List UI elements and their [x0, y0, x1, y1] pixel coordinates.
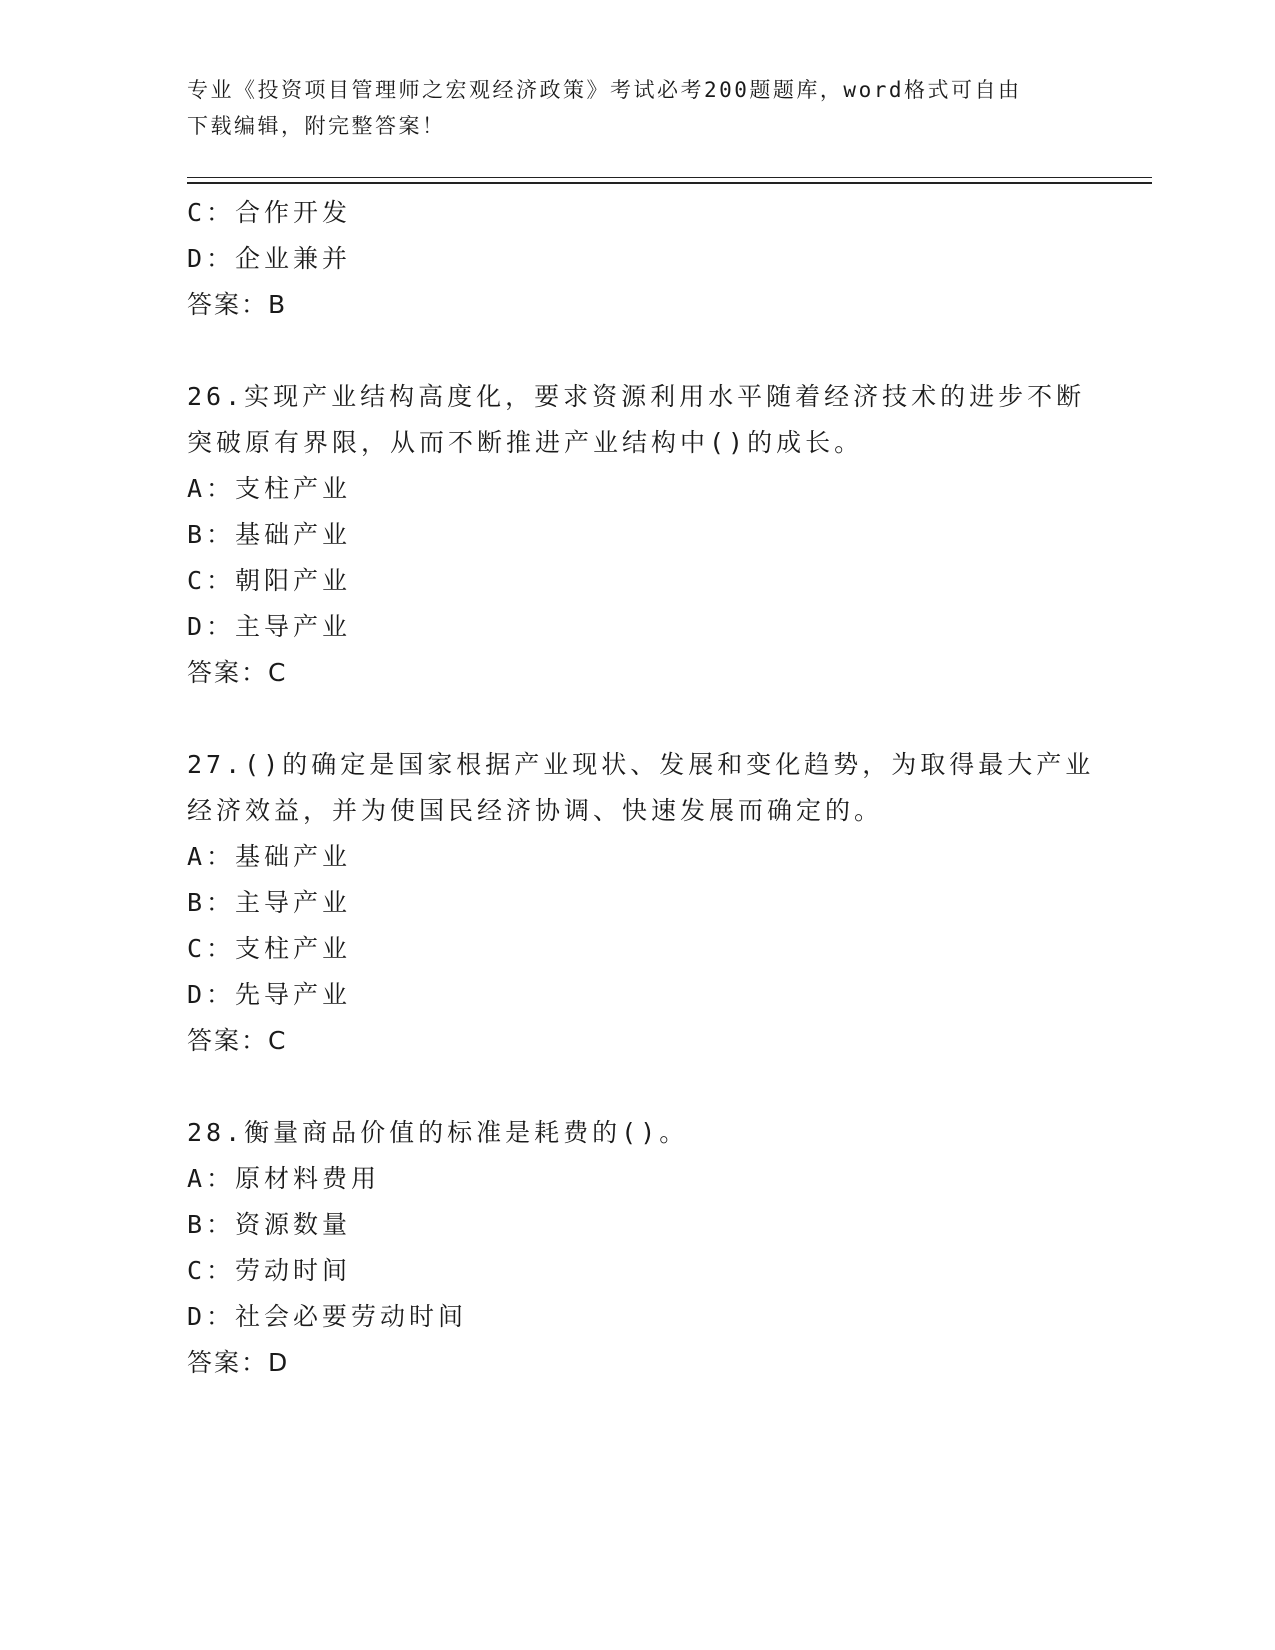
- header-title-line-1: 专业《投资项目管理师之宏观经济政策》考试必考200题题库，word格式可自由: [187, 78, 1022, 102]
- option-d: D：主导产业: [187, 612, 352, 641]
- question-stem-line-1: 28.衡量商品价值的标准是耗费的()。: [187, 1118, 689, 1147]
- option-b: B：基础产业: [187, 520, 352, 549]
- header-divider-thick: [187, 182, 1152, 184]
- header-title-line-2: 下载编辑，附完整答案！: [187, 114, 446, 138]
- spacer: [187, 1064, 1087, 1110]
- spacer: [187, 328, 1087, 374]
- option-d: D：社会必要劳动时间: [187, 1302, 468, 1331]
- question-stem-line-2: 突破原有界限，从而不断推进产业结构中()的成长。: [187, 428, 864, 457]
- option-a: A：支柱产业: [187, 474, 352, 503]
- answer: 答案：D: [187, 1348, 290, 1377]
- option-c: C：合作开发: [187, 198, 352, 227]
- option-b: B：主导产业: [187, 888, 352, 917]
- question-stem-line-2: 经济效益，并为使国民经济协调、快速发展而确定的。: [187, 796, 884, 825]
- option-d: D：先导产业: [187, 980, 352, 1009]
- spacer: [187, 696, 1087, 742]
- question-28: [187, 1110, 1087, 1386]
- question-stem-line-1: 26.实现产业结构高度化，要求资源利用水平随着经济技术的进步不断: [187, 382, 1086, 411]
- question-stem-line-1: 27.()的确定是国家根据产业现状、发展和变化趋势，为取得最大产业: [187, 750, 1095, 779]
- option-a: A：原材料费用: [187, 1164, 381, 1193]
- document-header: [187, 72, 1067, 144]
- question-27: [187, 742, 1095, 1064]
- option-a: A：基础产业: [187, 842, 352, 871]
- question-list: [187, 190, 1095, 1386]
- option-b: B：资源数量: [187, 1210, 352, 1239]
- option-c: C：支柱产业: [187, 934, 352, 963]
- answer: 答案：B: [187, 290, 288, 319]
- question-26: [187, 374, 1087, 696]
- answer: 答案：C: [187, 658, 288, 687]
- question-25-tail: [187, 190, 1087, 328]
- option-c: C：劳动时间: [187, 1256, 352, 1285]
- header-divider-thin: [187, 177, 1152, 178]
- answer: 答案：C: [187, 1026, 288, 1055]
- option-c: C：朝阳产业: [187, 566, 352, 595]
- option-d: D：企业兼并: [187, 244, 352, 273]
